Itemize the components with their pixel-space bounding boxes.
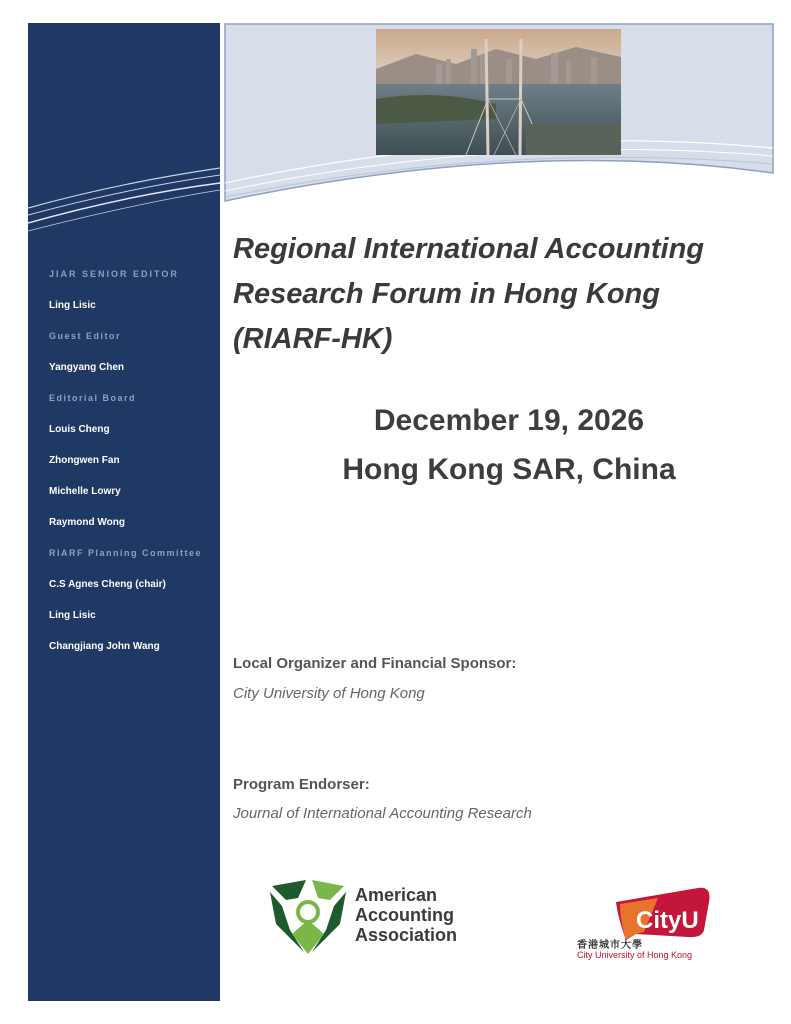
swoosh-decoration <box>28 163 220 253</box>
section-heading-editorial-board: Editorial Board <box>49 393 137 403</box>
endorser-label: Program Endorser: <box>233 776 370 793</box>
member-name: Louis Cheng <box>49 424 110 435</box>
aaa-word: Accounting <box>355 905 454 925</box>
endorser-name: Journal of International Accounting Research <box>233 805 532 822</box>
committee-list <box>49 259 219 662</box>
event-date: December 19, 2026 <box>373 404 645 437</box>
section-heading-planning-committee: RIARF Planning Committee <box>49 548 203 558</box>
member-name: Zhongwen Fan <box>49 455 120 466</box>
forum-title <box>233 227 753 362</box>
cityu-english-name: City University of Hong Kong <box>577 950 693 960</box>
member-name: Yangyang Chen <box>49 362 125 373</box>
cityu-mark: CityU <box>636 907 699 934</box>
organizer-label: Local Organizer and Financial Sponsor: <box>233 655 517 672</box>
section-heading-senior-editor: JIAR SENIOR EDITOR <box>49 269 179 279</box>
member-name: Ling Lisic <box>49 300 96 311</box>
aaa-word: American <box>355 885 438 905</box>
aaa-word: Association <box>355 925 458 945</box>
section-heading-guest-editor: Guest Editor <box>49 331 122 341</box>
member-name: Changjiang John Wang <box>49 641 160 652</box>
cityu-chinese-name: 香港城市大學 <box>577 940 643 951</box>
member-name: Ling Lisic <box>49 610 96 621</box>
sidebar <box>28 23 220 1001</box>
organizer-name: City University of Hong Kong <box>233 685 425 702</box>
title-line: Regional International Accounting <box>233 233 704 265</box>
member-name: Raymond Wong <box>49 517 125 528</box>
title-line: (RIARF-HK) <box>233 323 393 355</box>
title-line: Research Forum in Hong Kong <box>233 278 660 310</box>
event-location: Hong Kong SAR, China <box>342 453 676 486</box>
member-name: C.S Agnes Cheng (chair) <box>49 579 166 590</box>
member-name: Michelle Lowry <box>49 486 121 497</box>
hong-kong-skyline-photo <box>376 29 621 155</box>
aaa-wordmark <box>355 885 457 945</box>
